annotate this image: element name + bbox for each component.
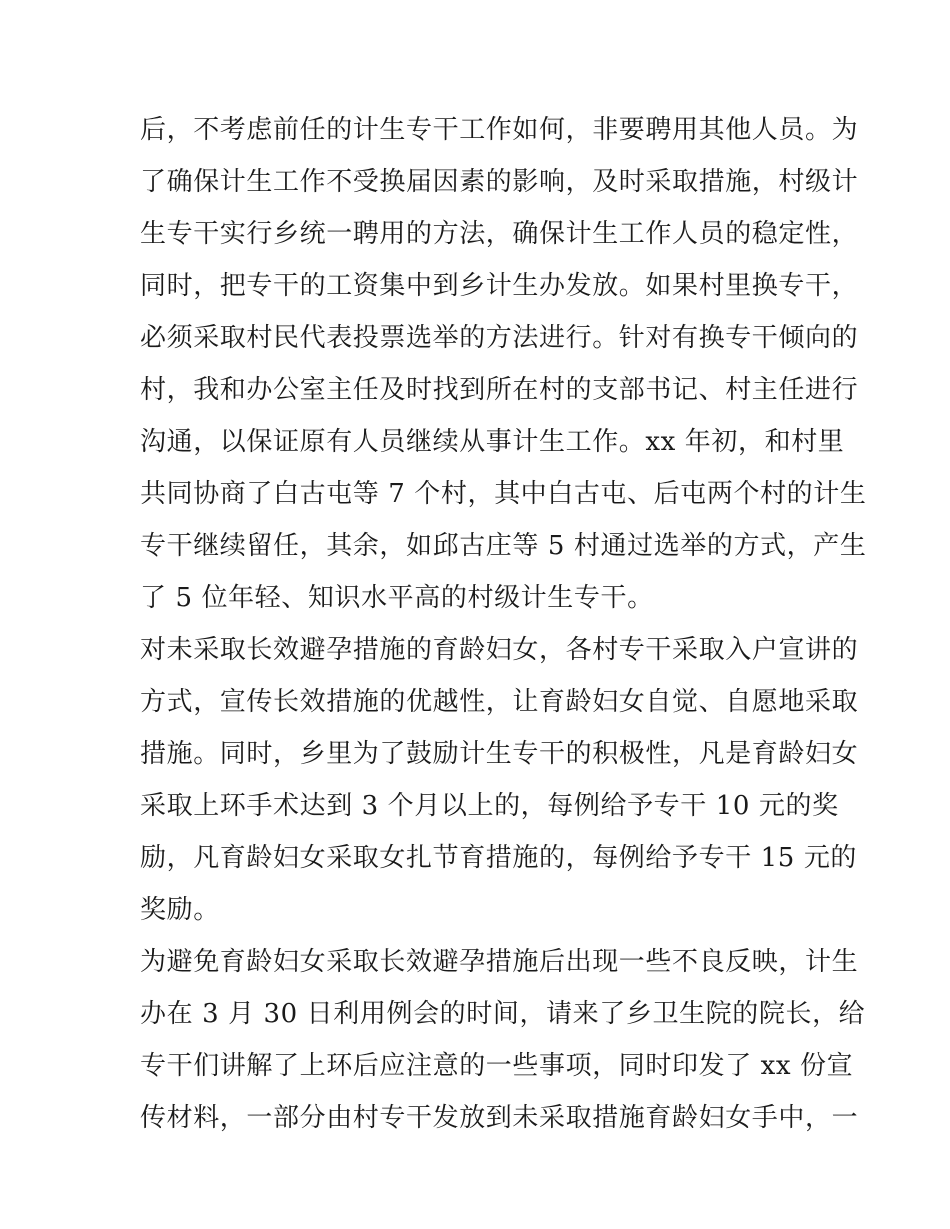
- text-line: 办在 3 月 30 日利用例会的时间，请来了乡卫生院的院长，给: [140, 999, 866, 1029]
- text-line: 沟通，以保证原有人员继续从事计生工作。xx 年初，和村里: [140, 427, 845, 457]
- text-line: 了 5 位年轻、知识水平高的村级计生专干。: [140, 583, 654, 613]
- text-line: 传材料，一部分由村专干发放到未采取措施育龄妇女手中，一: [140, 1103, 859, 1133]
- document-body: [140, 104, 867, 1144]
- text-line: 为避免育龄妇女采取长效避孕措施后出现一些不良反映，计生: [140, 947, 859, 977]
- text-line: 生专干实行乡统一聘用的方法，确保计生工作人员的稳定性，: [140, 219, 859, 249]
- text-line: 专干们讲解了上环后应注意的一些事项，同时印发了 xx 份宣: [140, 1051, 854, 1081]
- text-line: 励，凡育龄妇女采取女扎节育措施的，每例给予专干 15 元的: [140, 843, 858, 873]
- text-line: 方式，宣传长效措施的优越性，让育龄妇女自觉、自愿地采取: [140, 687, 859, 717]
- text-line: 奖励。: [140, 895, 220, 925]
- text-line: 共同协商了白古屯等 7 个村，其中白古屯、后屯两个村的计生: [140, 479, 867, 509]
- paragraph-3: [140, 936, 866, 1144]
- text-line: 措施。同时，乡里为了鼓励计生专干的积极性，凡是育龄妇女: [140, 739, 859, 769]
- paragraph-2: [140, 624, 859, 936]
- text-line: 后，不考虑前任的计生专干工作如何，非要聘用其他人员。为: [140, 115, 859, 145]
- paragraph-1: [140, 104, 867, 624]
- text-line: 专干继续留任，其余，如邱古庄等 5 村通过选举的方式，产生: [140, 531, 867, 561]
- text-line: 必须采取村民代表投票选举的方法进行。针对有换专干倾向的: [140, 323, 859, 353]
- text-line: 同时，把专干的工资集中到乡计生办发放。如果村里换专干，: [140, 271, 859, 301]
- text-line: 了确保计生工作不受换届因素的影响，及时采取措施，村级计: [140, 167, 859, 197]
- text-line: 村，我和办公室主任及时找到所在村的支部书记、村主任进行: [140, 375, 859, 405]
- text-line: 对未采取长效避孕措施的育龄妇女，各村专干采取入户宣讲的: [140, 635, 859, 665]
- text-line: 采取上环手术达到 3 个月以上的，每例给予专干 10 元的奖: [140, 791, 839, 821]
